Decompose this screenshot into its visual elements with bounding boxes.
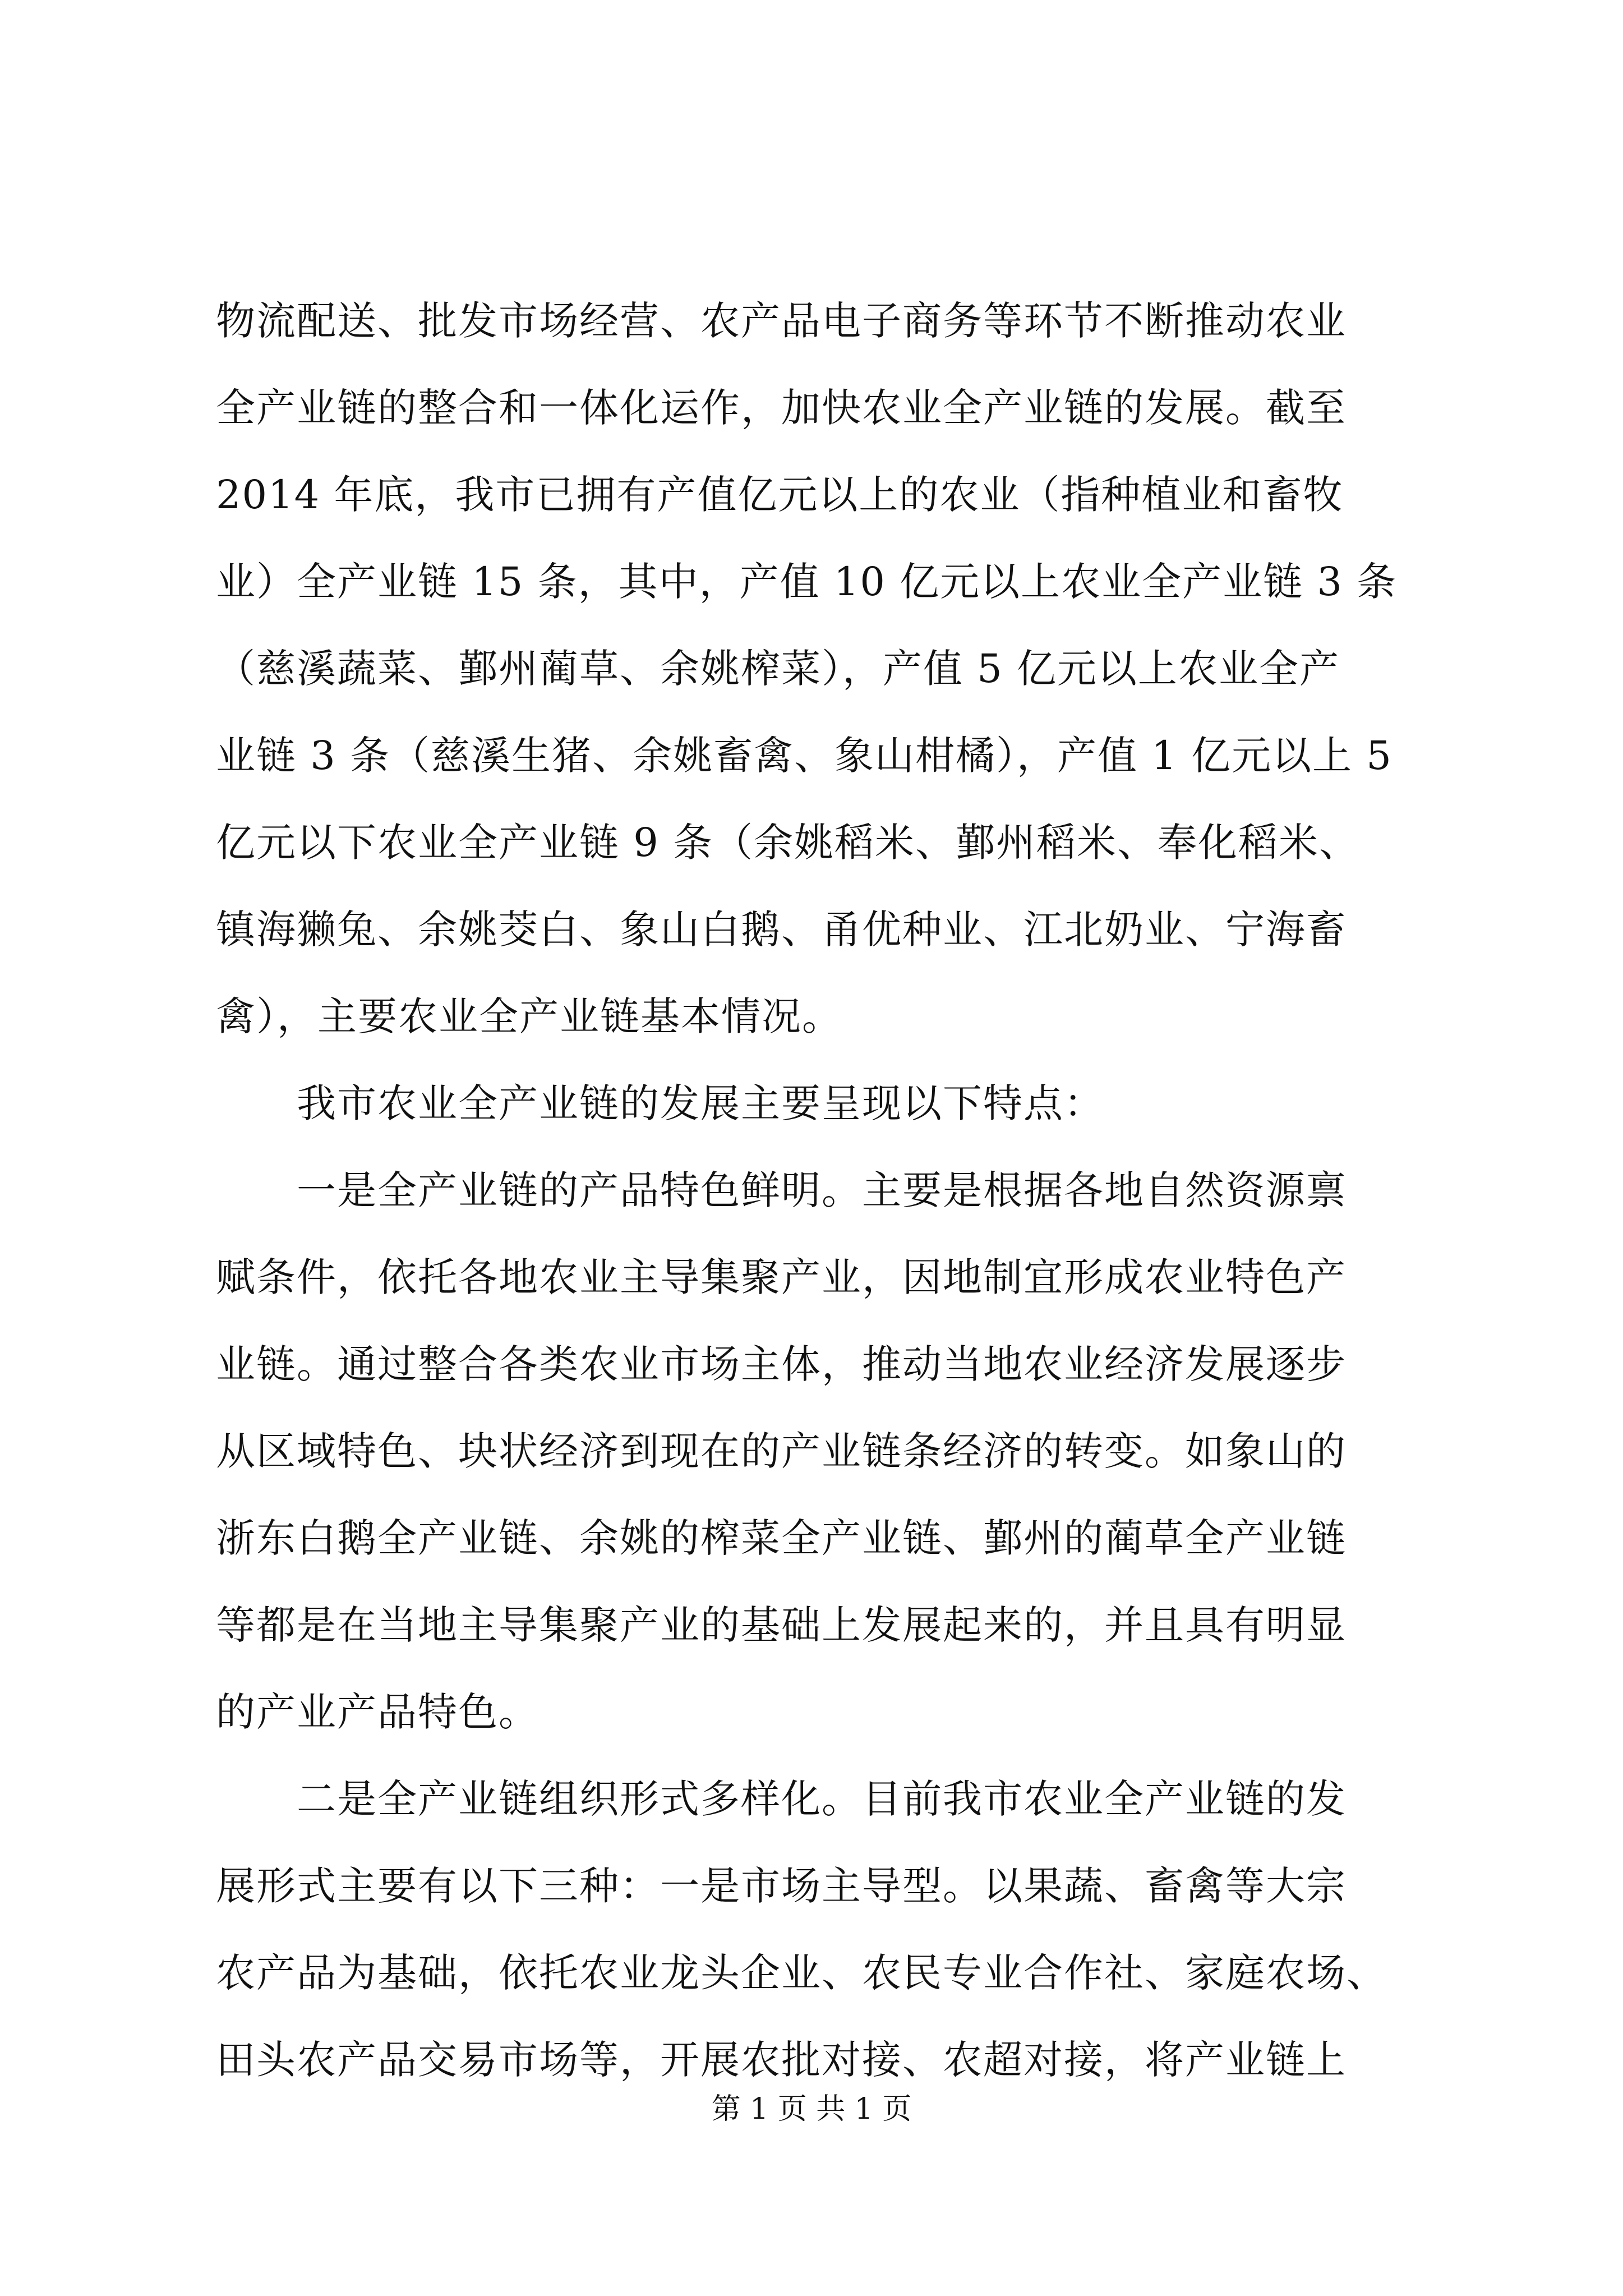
body-text xyxy=(216,278,1422,2104)
text-line: 浙东白鹅全产业链、余姚的榨菜全产业链、鄞州的蔺草全产业链 xyxy=(216,1515,1347,1561)
text-line: 从区域特色、块状经济到现在的产业链条经济的转变。如象山的 xyxy=(216,1428,1347,1474)
text-line: （慈溪蔬菜、鄞州蔺草、余姚榨菜），产值 5 亿元以上农业全产 xyxy=(216,646,1340,692)
text-line: 田头农产品交易市场等，开展农批对接、农超对接，将产业链上 xyxy=(216,2037,1347,2083)
text-line: 业）全产业链 15 条，其中，产值 10 亿元以上农业全产业链 3 条 xyxy=(216,559,1398,605)
page-footer xyxy=(0,2087,1623,2132)
text-line: 禽），主要农业全产业链基本情况。 xyxy=(216,993,842,1039)
text-line: 农产品为基础，依托农业龙头企业、农民专业合作社、家庭农场、 xyxy=(216,1950,1387,1996)
text-line: 我市农业全产业链的发展主要呈现以下特点： xyxy=(216,1080,1104,1126)
text-line: 展形式主要有以下三种：一是市场主导型。以果蔬、畜禽等大宗 xyxy=(216,1863,1347,1909)
text-line: 二是全产业链组织形式多样化。目前我市农业全产业链的发 xyxy=(216,1776,1347,1822)
text-line: 2014 年底，我市已拥有产值亿元以上的农业（指种植业和畜牧 xyxy=(216,472,1344,518)
text-line: 亿元以下农业全产业链 9 条（余姚稻米、鄞州稻米、奉化稻米、 xyxy=(216,820,1360,866)
text-line: 赋条件，依托各地农业主导集聚产业，因地制宜形成农业特色产 xyxy=(216,1254,1347,1300)
text-line: 业链。通过整合各类农业市场主体，推动当地农业经济发展逐步 xyxy=(216,1341,1347,1387)
text-line: 业链 3 条（慈溪生猪、余姚畜禽、象山柑橘），产值 1 亿元以上 5 xyxy=(216,733,1393,779)
text-line: 的产业产品特色。 xyxy=(216,1689,539,1735)
page-number-label: 第 1 页 共 1 页 xyxy=(711,2092,912,2126)
text-line: 物流配送、批发市场经营、农产品电子商务等环节不断推动农业 xyxy=(216,298,1347,344)
text-line: 全产业链的整合和一体化运作，加快农业全产业链的发展。截至 xyxy=(216,385,1347,431)
text-line: 等都是在当地主导集聚产业的基础上发展起来的，并且具有明显 xyxy=(216,1602,1347,1648)
text-line: 一是全产业链的产品特色鲜明。主要是根据各地自然资源禀 xyxy=(216,1167,1347,1213)
text-line: 镇海獭兔、余姚茭白、象山白鹅、甬优种业、江北奶业、宁海畜 xyxy=(216,907,1347,953)
